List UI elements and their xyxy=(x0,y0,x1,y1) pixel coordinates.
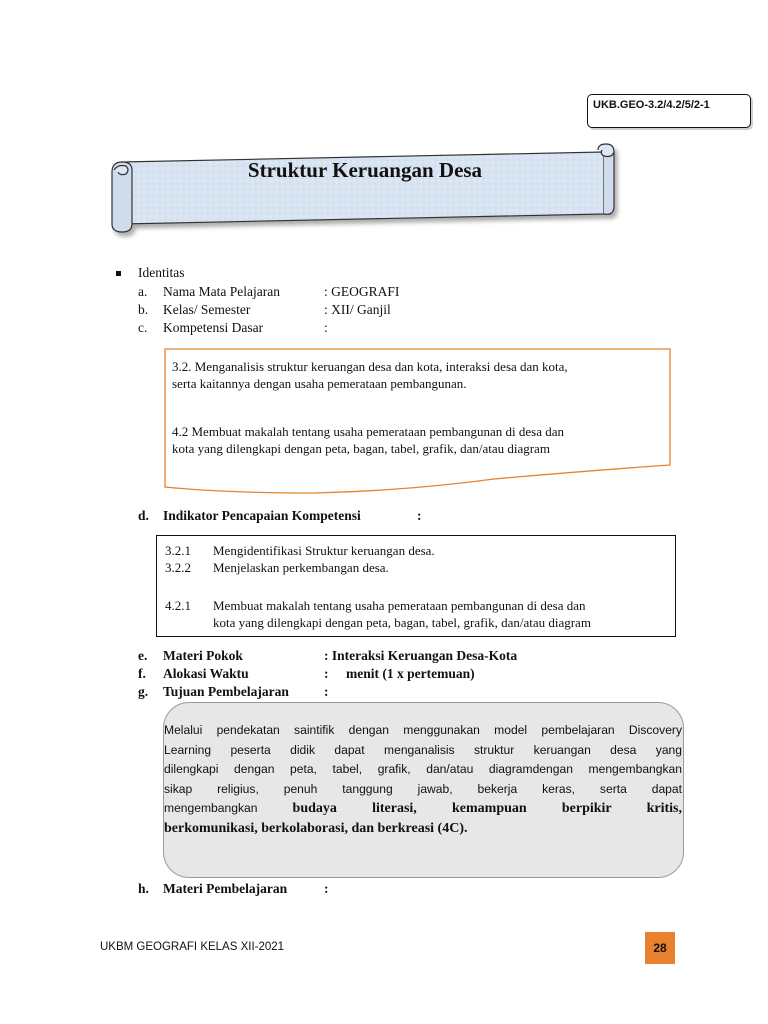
row-f-label: Alokasi Waktu xyxy=(163,666,249,681)
title-banner-scroll xyxy=(104,140,624,240)
kd-1-line-2: serta kaitannya dengan usaha pemerataan pembangunan. xyxy=(172,376,467,391)
row-e-label: Materi Pokok xyxy=(163,648,243,663)
row-d-letter: d. xyxy=(138,508,149,523)
indikator-text: Menjelaskan perkembangan desa. xyxy=(213,560,389,575)
row-e-value: : Interaksi Keruangan Desa-Kota xyxy=(324,648,518,663)
row-b-letter: b. xyxy=(138,302,149,317)
row-f-letter: f. xyxy=(138,666,146,681)
tujuan-pembelajaran-text xyxy=(164,721,682,838)
row-g-letter: g. xyxy=(138,684,149,699)
row-h-letter: h. xyxy=(138,881,149,896)
document-code-box xyxy=(587,94,751,128)
tujuan-line-5a: mengembangkan xyxy=(164,801,258,815)
indikator-text-continued: kota yang dilengkapi dengan peta, bagan, tabel, grafik, dan/atau diagram xyxy=(213,615,591,630)
tujuan-line-4: sikap religius, penuh tanggung jawab, bekerja keras, serta dapat xyxy=(164,781,682,796)
page-number: 28 xyxy=(645,932,675,964)
indikator-number: 4.2.1 xyxy=(165,598,191,613)
tujuan-line-2: Learning peserta didik dapat menganalisis struktur keruangan desa yang xyxy=(164,742,682,757)
row-c-label: Kompetensi Dasar xyxy=(163,320,264,335)
indikator-item xyxy=(165,559,389,576)
identitas-heading: Identitas xyxy=(138,265,185,280)
indikator-number: 3.2.2 xyxy=(165,560,191,575)
row-a-value: : GEOGRAFI xyxy=(324,284,400,299)
row-b-value: : XII/ Ganjil xyxy=(324,302,391,317)
kd-2-line-2: kota yang dilengkapi dengan peta, bagan, tabel, grafik, dan/atau diagram xyxy=(172,441,550,456)
indikator-number: 3.2.1 xyxy=(165,543,191,558)
row-g-colon: : xyxy=(324,684,329,699)
row-b-label: Kelas/ Semester xyxy=(163,302,251,317)
row-c-letter: c. xyxy=(138,320,148,335)
row-d-colon: : xyxy=(417,508,422,523)
tujuan-line-5 xyxy=(164,799,682,819)
row-g-label: Tujuan Pembelajaran xyxy=(163,684,289,699)
tujuan-line-1: Melalui pendekatan saintifik dengan menggunakan model pembelajaran Discovery xyxy=(164,723,682,737)
indikator-item xyxy=(165,597,586,614)
footer-text: UKBM GEOGRAFI KELAS XII-2021 xyxy=(100,941,285,953)
indikator-text: Membuat makalah tentang usaha pemerataan pembangunan di desa dan xyxy=(213,598,586,613)
indikator-text: Mengidentifikasi Struktur keruangan desa. xyxy=(213,543,435,558)
row-c-value: : xyxy=(324,320,328,335)
row-h-colon: : xyxy=(324,881,329,896)
row-e-letter: e. xyxy=(138,648,148,663)
row-f-value: menit (1 x pertemuan) xyxy=(346,666,475,681)
indikator-item xyxy=(165,542,435,559)
tujuan-line-5b: budaya literasi, kemampuan berpikir kritis, xyxy=(292,801,682,816)
row-h-label: Materi Pembelajaran xyxy=(163,881,288,896)
kd-2-line-1: 4.2 Membuat makalah tentang usaha pemerataan pembangunan di desa dan xyxy=(172,424,565,439)
bullet-square-icon xyxy=(116,271,121,276)
row-a-letter: a. xyxy=(138,284,148,299)
page-title: Struktur Keruangan Desa xyxy=(247,158,483,182)
document-code: UKB.GEO-3.2/4.2/5/2-1 xyxy=(593,99,710,111)
row-f-colon: : xyxy=(324,666,329,681)
kd-1-line-1: 3.2. Menganalisis struktur keruangan desa dan kota, interaksi desa dan kota, xyxy=(172,359,568,374)
row-a-label: Nama Mata Pelajaran xyxy=(163,284,280,299)
row-d-label: Indikator Pencapaian Kompetensi xyxy=(163,508,361,523)
tujuan-line-6: berkomunikasi, berkolaborasi, dan berkreasi (4C). xyxy=(164,820,468,836)
tujuan-line-3: dilengkapi dengan peta, tabel, grafik, dan/atau diagramdengan mengembangkan xyxy=(164,762,682,776)
